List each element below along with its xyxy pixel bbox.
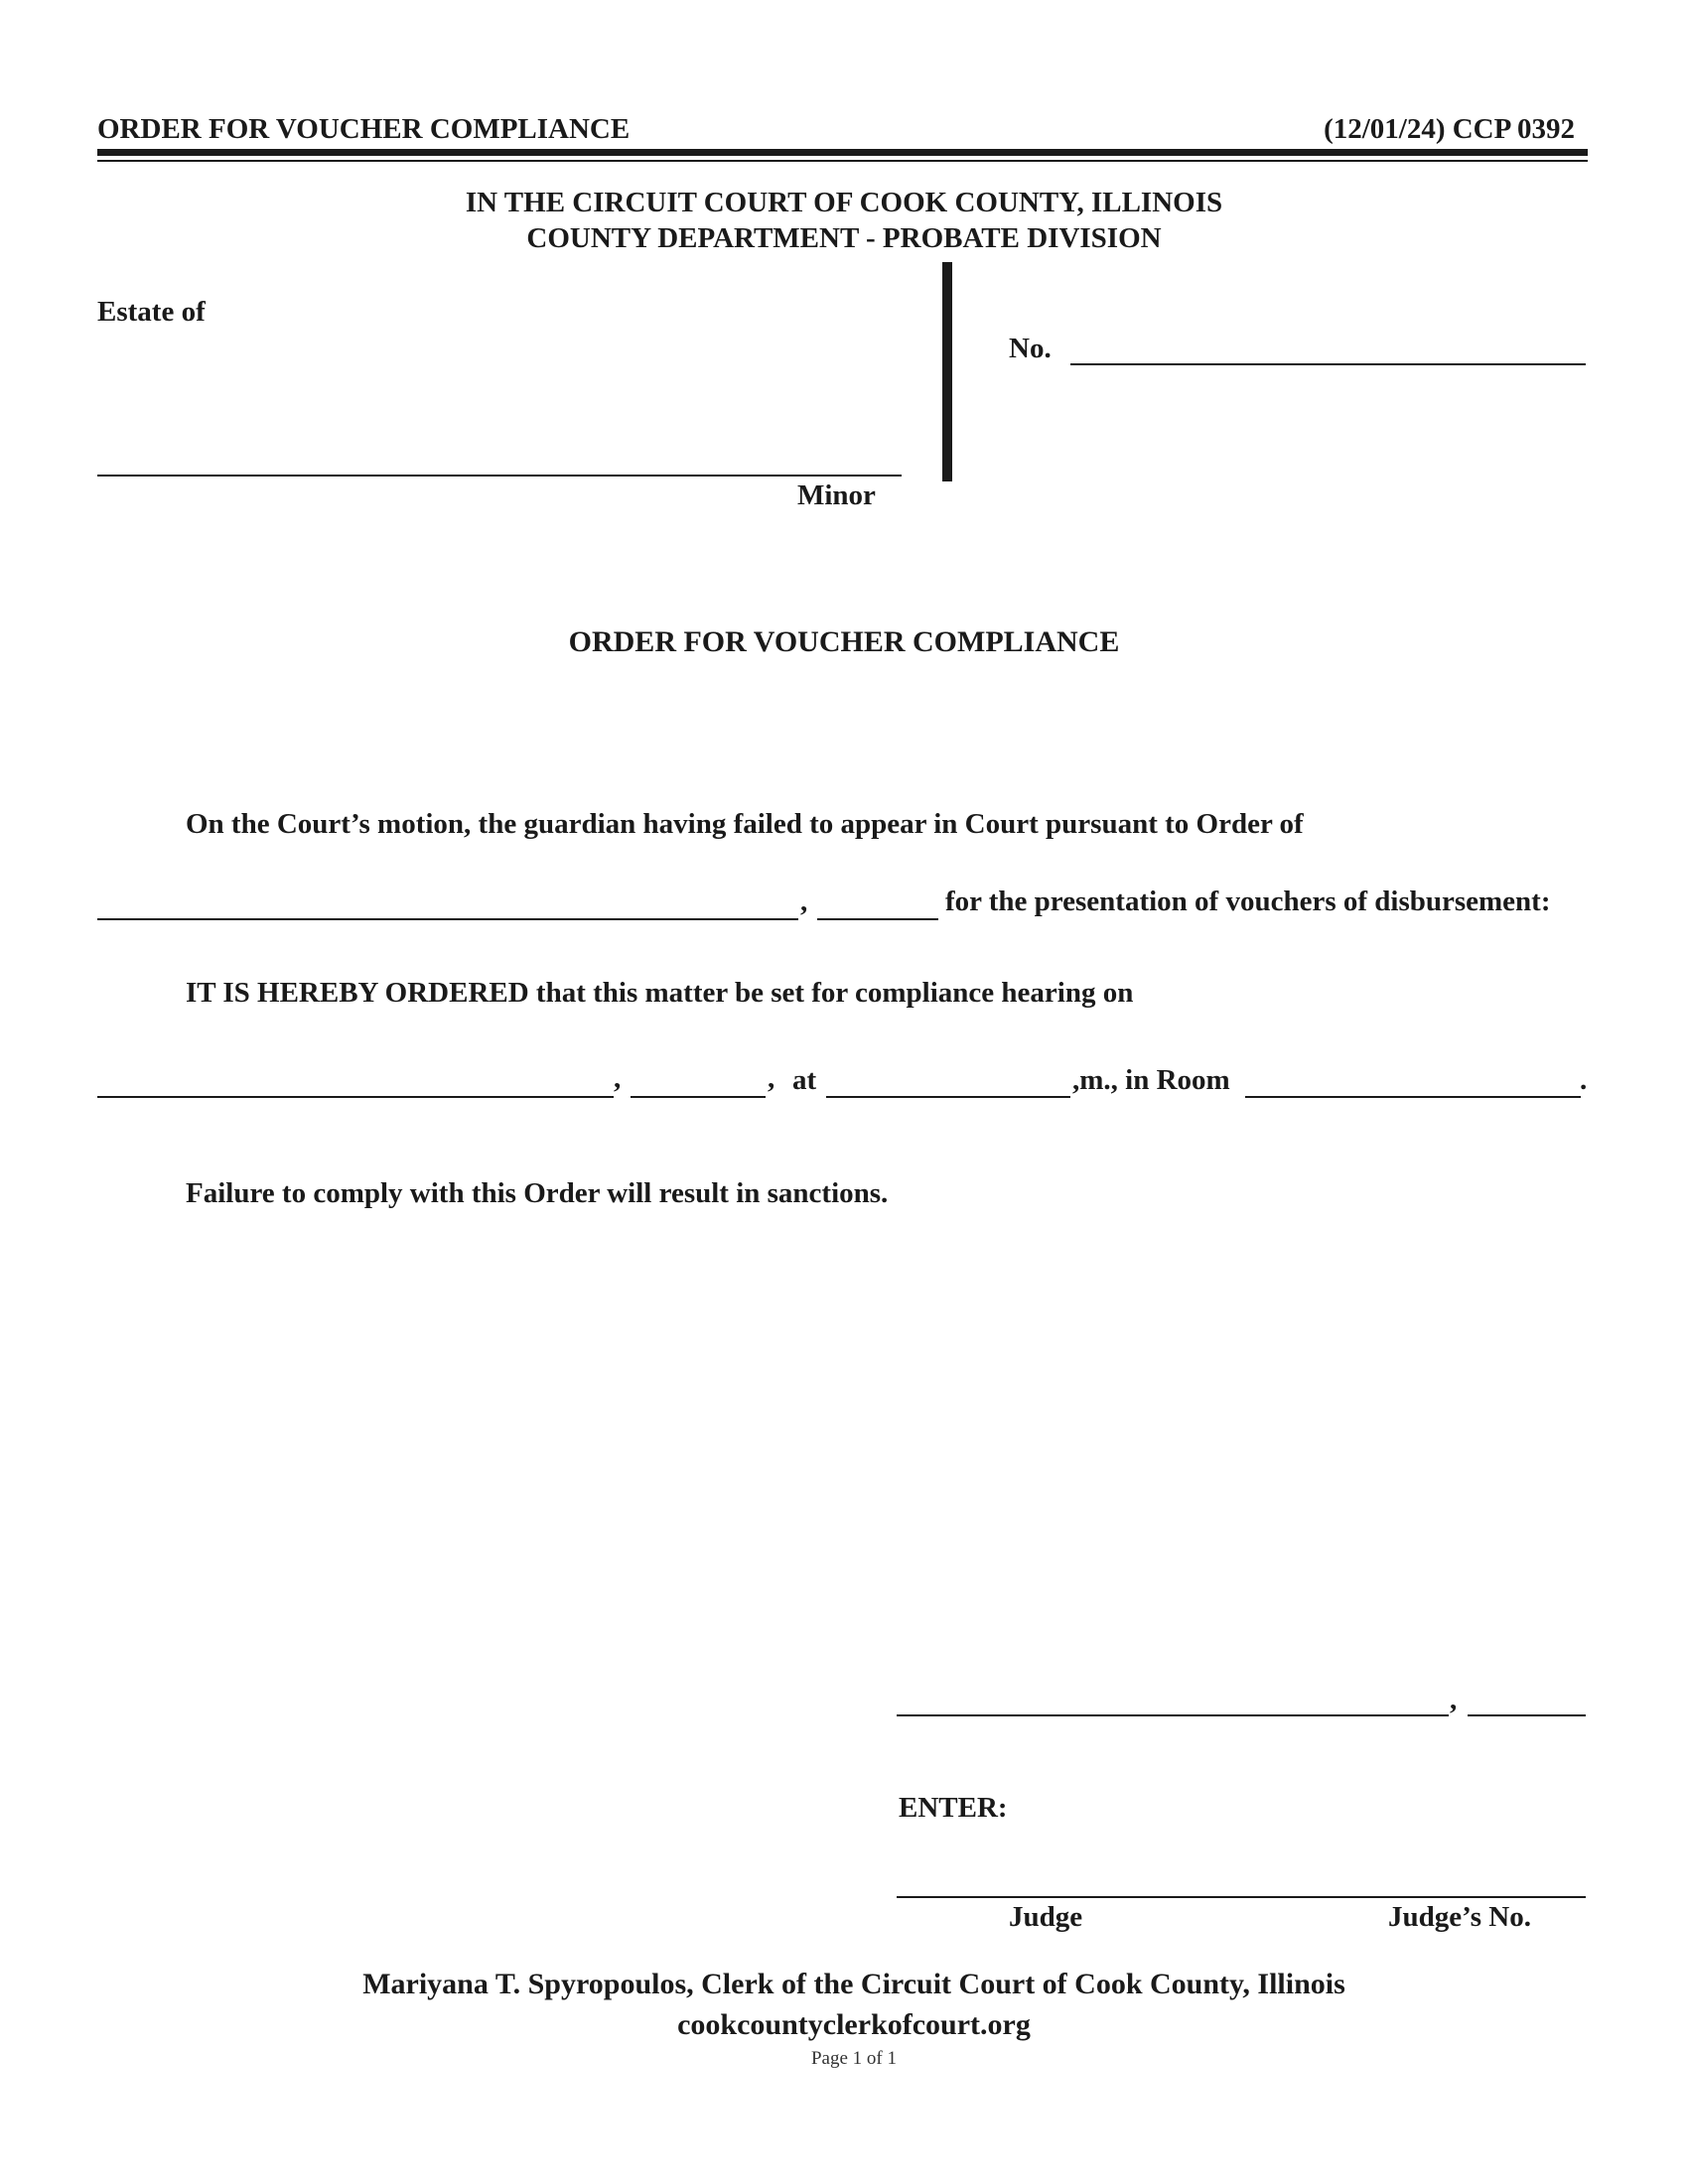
m-in-room-label: ,m., in Room xyxy=(1072,1064,1230,1096)
comma-separator-3: , xyxy=(768,1062,775,1094)
at-label: at xyxy=(792,1064,817,1096)
comma-separator: , xyxy=(800,886,808,917)
estate-of-label: Estate of xyxy=(97,296,206,328)
prior-order-year-field[interactable] xyxy=(817,918,938,920)
entry-date-field[interactable] xyxy=(897,1714,1449,1716)
clerk-credit: Mariyana T. Spyropoulos, Clerk of the Circuit Court of Cook County, Illinois xyxy=(362,1968,1345,2000)
form-header-title: ORDER FOR VOUCHER COMPLIANCE xyxy=(97,113,631,145)
court-division: COUNTY DEPARTMENT - PROBATE DIVISION xyxy=(526,222,1162,254)
paragraph-sanctions: Failure to comply with this Order will result in sanctions. xyxy=(186,1177,889,1209)
clerk-website: cookcountyclerkofcourt.org xyxy=(677,2008,1031,2041)
enter-label: ENTER: xyxy=(899,1792,1008,1824)
form-code: (12/01/24) CCP 0392 xyxy=(1324,113,1575,145)
entry-year-field[interactable] xyxy=(1468,1714,1586,1716)
room-number-field[interactable] xyxy=(1245,1096,1581,1098)
hearing-date-field[interactable] xyxy=(97,1096,614,1098)
period: . xyxy=(1580,1064,1588,1096)
judge-number-label: Judge’s No. xyxy=(1388,1901,1531,1933)
comma-separator-4: , xyxy=(1450,1684,1458,1715)
court-name: IN THE CIRCUIT COURT OF COOK COUNTY, ILLINOIS xyxy=(465,187,1223,218)
header-rule-thin xyxy=(97,160,1588,162)
hearing-year-field[interactable] xyxy=(631,1096,766,1098)
paragraph-ordered: IT IS HEREBY ORDERED that this matter be set for compliance hearing on xyxy=(186,977,1134,1009)
case-no-label: No. xyxy=(1009,333,1052,364)
document-title: ORDER FOR VOUCHER COMPLIANCE xyxy=(568,625,1120,658)
hearing-time-field[interactable] xyxy=(826,1096,1070,1098)
page-number: Page 1 of 1 xyxy=(810,2048,897,2069)
vouchers-presentation-text: for the presentation of vouchers of disbursement: xyxy=(945,886,1551,917)
prior-order-date-field[interactable] xyxy=(97,918,798,920)
caption-divider xyxy=(942,262,952,481)
paragraph-court-motion: On the Court’s motion, the guardian having failed to appear in Court pursuant to Order of xyxy=(186,808,1304,840)
comma-separator-2: , xyxy=(614,1062,622,1094)
case-number-field[interactable] xyxy=(1070,363,1586,365)
judge-signature-field[interactable] xyxy=(897,1896,1586,1898)
header-rule-thick xyxy=(97,149,1588,156)
judge-label: Judge xyxy=(1009,1901,1083,1933)
minor-label: Minor xyxy=(797,479,876,511)
estate-name-field[interactable] xyxy=(97,475,902,477)
